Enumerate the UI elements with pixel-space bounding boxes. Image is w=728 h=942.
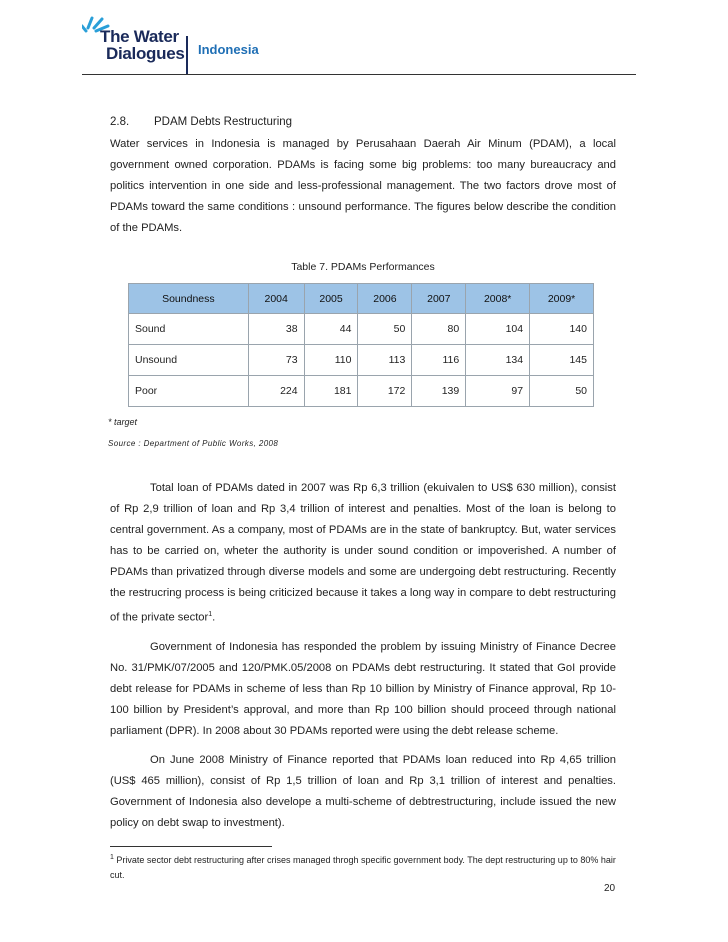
footnote-marker: 1 [110, 853, 114, 861]
column-header: 2005 [304, 284, 358, 314]
table-cell: 73 [248, 345, 304, 376]
table-cell: 50 [358, 314, 412, 345]
body-paragraph-1 [110, 478, 616, 629]
section-heading [110, 116, 616, 128]
column-header: 2008* [466, 284, 530, 314]
table-cell: 116 [412, 345, 466, 376]
table-row [129, 376, 594, 407]
table-cell: Unsound [129, 345, 249, 376]
logo-line-1: The Water [100, 27, 179, 46]
page-content [110, 116, 616, 883]
column-header: 2006 [358, 284, 412, 314]
intro-paragraph: Water services in Indonesia is managed by Perusahaan Daerah Air Minum (PDAM), a local government owned corporation. PDAMs is facing some big problems: too many bureaucracy and politics intervention in one side and less-professional management. The two factors drove most of PDAMs toward the same conditions : unsound performance. The figures below describe the condition of the PDAMs. [110, 138, 616, 234]
footnote-rule [110, 846, 272, 847]
section-title: PDAM Debts Restructuring [154, 116, 293, 128]
table-cell: 104 [466, 314, 530, 345]
table-cell: 50 [530, 376, 594, 407]
table-header-row [129, 284, 594, 314]
document-header [82, 14, 636, 76]
footnote [110, 850, 616, 883]
column-header: Soundness [129, 284, 249, 314]
table-source: Source : Department of Public Works, 2008 [108, 439, 279, 448]
pdam-performance-table [128, 283, 594, 407]
footnote-reference[interactable]: 1 [208, 611, 213, 618]
table-cell: 44 [304, 314, 358, 345]
table-cell: 113 [358, 345, 412, 376]
table-note: * target [108, 417, 138, 427]
body-paragraph-3: On June 2008 Ministry of Finance reported that PDAMs loan reduced into Rp 4,65 trillion (US$ 465 million), consist of Rp 1,5 trillion of loan and Rp 3,1 trillion of interest and penalties. Government of Indonesia also develope a multi-scheme of debtrestructuring, include issued the new policy on debt swap to investment). [110, 753, 616, 829]
footnote-text: Private sector debt restructuring after crises managed throgh specific government body. The dept restructuring up to 80% hair cut. [110, 854, 616, 880]
table-cell: 145 [530, 345, 594, 376]
table-cell: 224 [248, 376, 304, 407]
column-header: 2007 [412, 284, 466, 314]
column-header: 2009* [530, 284, 594, 314]
column-header: 2004 [248, 284, 304, 314]
country-label: Indonesia [198, 42, 259, 57]
paragraph-1-end: . [212, 611, 216, 624]
table-cell: 97 [466, 376, 530, 407]
table-cell: 134 [466, 345, 530, 376]
table-cell: 38 [248, 314, 304, 345]
logo-divider [186, 36, 188, 74]
paragraph-1-text: Total loan of PDAMs dated in 2007 was Rp 6,3 trillion (ekuivalen to US$ 630 million), consist of Rp 2,9 trillion of loan and Rp 3,4 trillion of interest and penalties. Most of the loan is belong to central government. As a company, most of PDAMs are in the state of bankruptcy. But, water services has to be carried on, wheter the authority is under sound condition or impoverished. A number of PDAMs than privatized through diverse models and some are undergoing debt restructuring. Recently the restrucring process is being criticized because it takes a long way in compare to debt restructuring of the private sector [110, 482, 616, 624]
table-cell: 139 [412, 376, 466, 407]
table-row [129, 314, 594, 345]
table-cell: 181 [304, 376, 358, 407]
brand-logo-text [100, 28, 185, 62]
logo-line-2: Dialogues [106, 44, 185, 63]
body-paragraph-2: Government of Indonesia has responded the problem by issuing Ministry of Finance Decree No. 31/PMK/07/2005 and 120/PMK.05/2008 on PDAMs debt restructuring. It stated that GoI provide debt release for PDAMs in scheme of less than Rp 10 billion by Ministry of Finance approval, Rp 10-100 billion by President’s approval, and more than Rp 100 billion should proceed through national parliament (DPR). In 2008 about 30 PDAMs reported were using the debt release scheme. [110, 640, 616, 737]
table-cell: 110 [304, 345, 358, 376]
table-cell: Sound [129, 314, 249, 345]
page-number: 20 [604, 883, 616, 894]
header-rule [82, 74, 636, 75]
table-cell: 172 [358, 376, 412, 407]
table-cell: 140 [530, 314, 594, 345]
table-cell: Poor [129, 376, 249, 407]
section-number: 2.8. [110, 116, 130, 128]
table-cell: 80 [412, 314, 466, 345]
table-title: Table 7. PDAMs Performances [291, 261, 435, 273]
table-row [129, 345, 594, 376]
